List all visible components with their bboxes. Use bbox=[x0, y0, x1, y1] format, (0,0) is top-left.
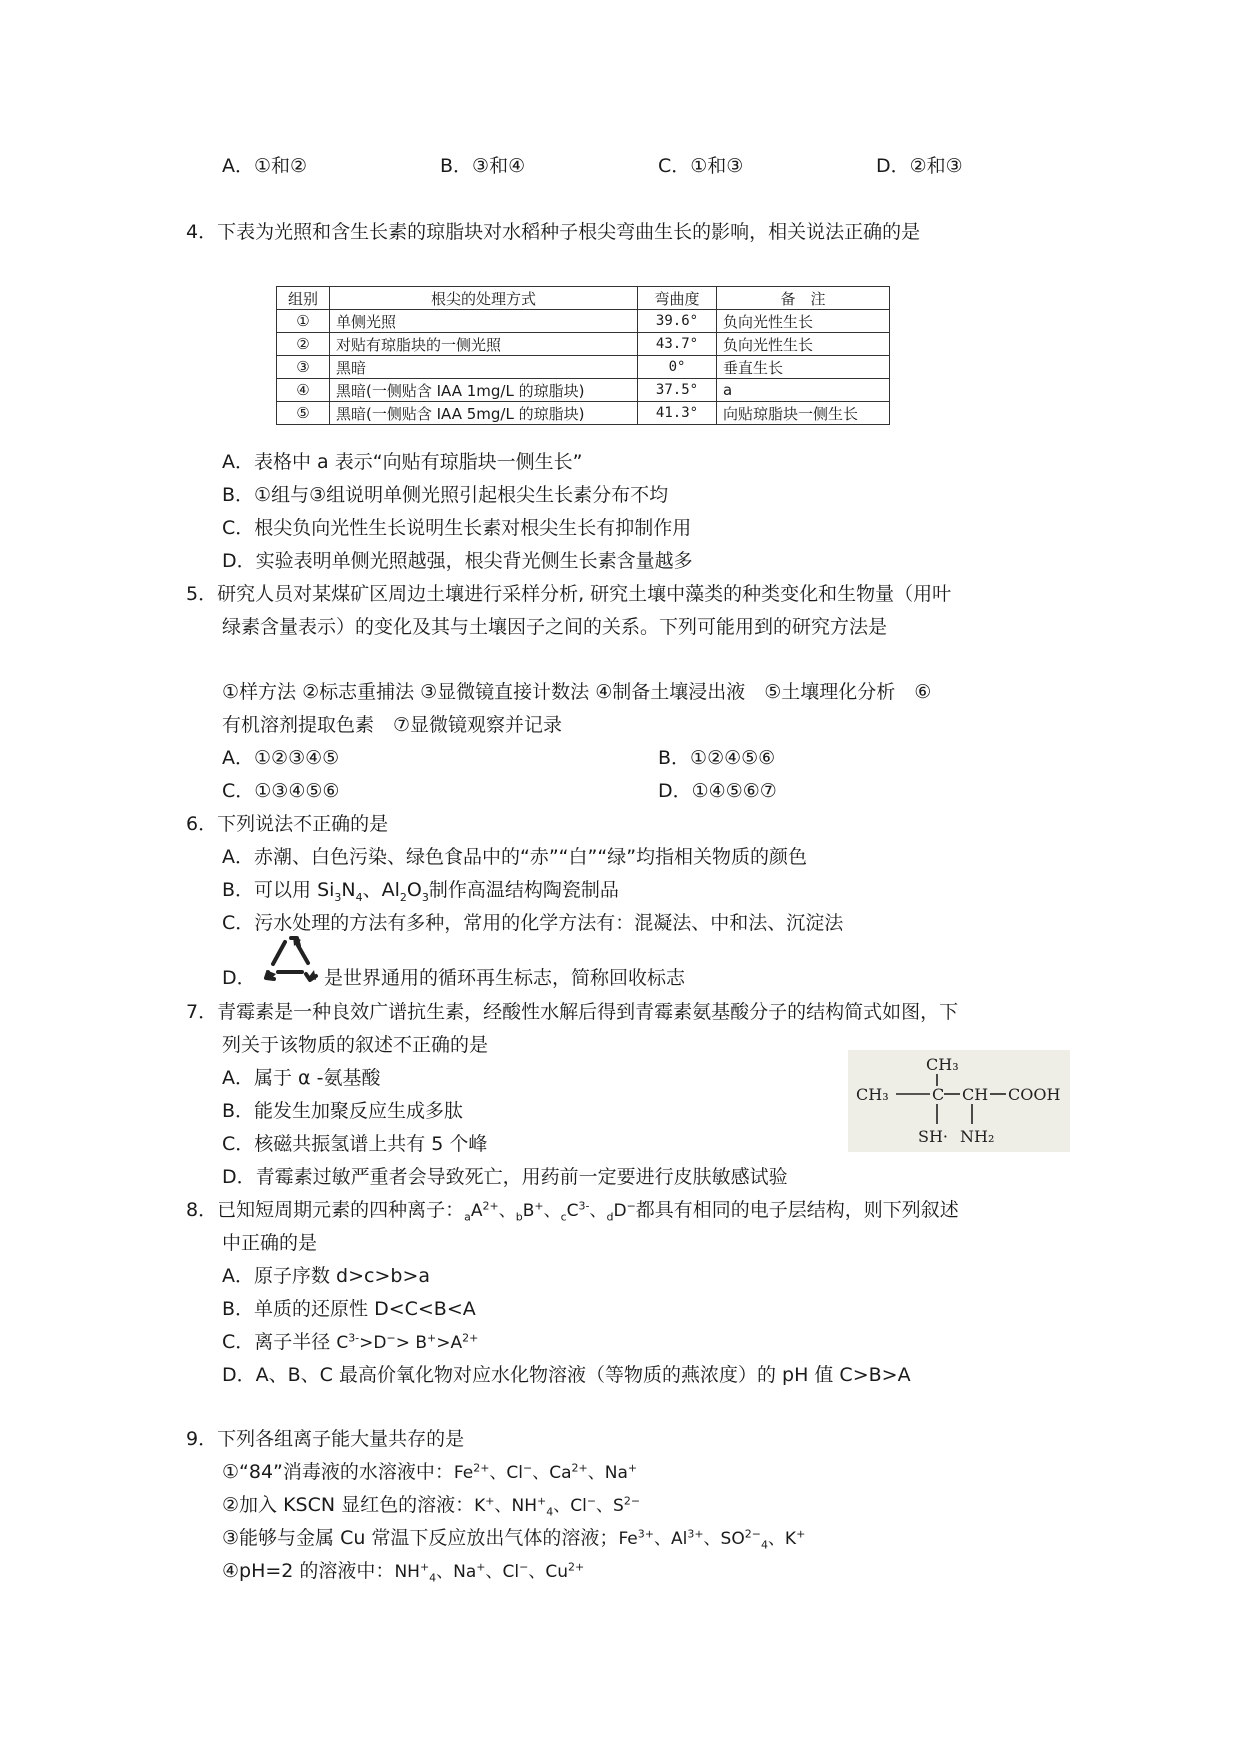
table-cell: ① bbox=[277, 310, 330, 333]
struct-label-sh: SH· bbox=[918, 1127, 948, 1146]
q8-option-c-ions: $C^{3-}>D^-> B^+>A^{2+}$ bbox=[336, 1331, 479, 1353]
table-row bbox=[277, 310, 890, 333]
table-cell: 向贴琼脂块一侧生长 bbox=[717, 402, 890, 425]
q7-option-d: D．青霉素过敏严重者会导致死亡，用药前一定要进行皮肤敏感试验 bbox=[222, 1166, 788, 1188]
q9-item-1-prefix: ①“84”消毒液的水溶液中： bbox=[222, 1461, 454, 1483]
q3-option-d: D．②和③ bbox=[876, 155, 963, 177]
q9-item-4-prefix: ④pH=2 的溶液中： bbox=[222, 1560, 395, 1582]
formula-si3n4: $Si_3N_4$、$Al_2O_3$ bbox=[317, 879, 429, 904]
q9-item-2-prefix: ②加入 KSCN 显红色的溶液： bbox=[222, 1494, 475, 1516]
q9-stem: 9．下列各组离子能大量共存的是 bbox=[186, 1428, 465, 1450]
table-cell: 黑暗(一侧贴含 IAA 5mg/L 的琼脂块) bbox=[330, 402, 638, 425]
q8-stem-suffix: 都具有相同的电子层结构，则下列叙述 bbox=[635, 1199, 959, 1221]
q6-option-a: A．赤潮、白色污染、绿色食品中的“赤”“白”“绿”均指相关物质的颜色 bbox=[222, 846, 808, 868]
q4-stem: 4．下表为光照和含生长素的琼脂块对水稻种子根尖弯曲生长的影响，相关说法正确的是 bbox=[186, 221, 921, 243]
q6-stem: 6．下列说法不正确的是 bbox=[186, 813, 389, 835]
table-cell: 黑暗(一侧贴含 IAA 1mg/L 的琼脂块) bbox=[330, 379, 638, 402]
struct-label-ch3-top: CH₃ bbox=[926, 1055, 959, 1074]
table-header: 弯曲度 bbox=[638, 287, 717, 310]
table-cell: 单侧光照 bbox=[330, 310, 638, 333]
struct-label-ch: CH bbox=[962, 1085, 989, 1104]
q5-stem-line2: 绿素含量表示）的变化及其与土壤因子之间的关系。下列可能用到的研究方法是 bbox=[222, 616, 888, 638]
table-cell: 对贴有琼脂块的一侧光照 bbox=[330, 333, 638, 356]
recycle-icon bbox=[258, 932, 324, 988]
q5-methods-line2: 有机溶剂提取色素 ⑦显微镜观察并记录 bbox=[222, 714, 563, 736]
table-cell: 37.5° bbox=[638, 379, 717, 402]
table-row bbox=[277, 356, 890, 379]
table-row bbox=[277, 333, 890, 356]
q5-option-a: A．①②③④⑤ bbox=[222, 747, 340, 769]
q9-item-1-ions: $Fe^{2+}$、Cl−、$Ca^{2+}$、Na+ bbox=[453, 1461, 638, 1483]
q6-option-b-prefix: B．可以用 bbox=[222, 879, 318, 901]
struct-label-ch3-left: CH₃ bbox=[856, 1085, 889, 1104]
table-cell: ④ bbox=[277, 379, 330, 402]
q3-option-a: A．①和② bbox=[222, 155, 308, 177]
table-header: 备 注 bbox=[717, 287, 890, 310]
q5-option-b: B．①②④⑤⑥ bbox=[658, 747, 776, 769]
struct-label-cooh: COOH bbox=[1008, 1085, 1061, 1104]
table-header: 组别 bbox=[277, 287, 330, 310]
q5-option-c: C．①③④⑤⑥ bbox=[222, 780, 340, 802]
table-header-row bbox=[277, 287, 890, 310]
q7-stem-line2: 列关于该物质的叙述不正确的是 bbox=[222, 1034, 489, 1056]
q8-stem-line2: 中正确的是 bbox=[222, 1232, 318, 1254]
q4-experiment-table bbox=[276, 286, 890, 425]
table-header: 根尖的处理方式 bbox=[330, 287, 638, 310]
table-cell: 43.7° bbox=[638, 333, 717, 356]
q8-option-a: A．原子序数 d>c>b>a bbox=[222, 1265, 431, 1287]
q7-option-c: C．核磁共振氢谱上共有 5 个峰 bbox=[222, 1133, 488, 1155]
table-cell: 0° bbox=[638, 356, 717, 379]
table-row bbox=[277, 379, 890, 402]
q4-option-d: D．实验表明单侧光照越强，根尖背光侧生长素含量越多 bbox=[222, 550, 693, 572]
table-cell: ② bbox=[277, 333, 330, 356]
q9-item-4 bbox=[222, 1559, 584, 1584]
table-cell: ③ bbox=[277, 356, 330, 379]
q9-item-3-ions: $Fe^{3+}$、$Al^{3+}$、$SO^{2-}_4$、K+ bbox=[618, 1527, 806, 1552]
q8-option-b: B．单质的还原性 D<C<B<A bbox=[222, 1298, 476, 1320]
q5-methods-line1: ①样方法 ②标志重捕法 ③显微镜直接计数法 ④制备土壤浸出液 ⑤土壤理化分析 ⑥ bbox=[222, 681, 932, 703]
table-cell: 39.6° bbox=[638, 310, 717, 333]
table-row bbox=[277, 402, 890, 425]
q4-option-b: B．①组与③组说明单侧光照引起根尖生长素分布不均 bbox=[222, 484, 669, 506]
table-cell: 垂直生长 bbox=[717, 356, 890, 379]
q9-item-3 bbox=[222, 1526, 805, 1551]
struct-label-c: C bbox=[932, 1085, 945, 1104]
struct-label-nh2: NH₂ bbox=[960, 1127, 995, 1146]
table-cell: 负向光性生长 bbox=[717, 310, 890, 333]
q7-option-a: A．属于 α -氨基酸 bbox=[222, 1067, 381, 1089]
table-cell: a bbox=[717, 379, 890, 402]
q6-option-c: C．污水处理的方法有多种，常用的化学方法有：混凝法、中和法、沉淀法 bbox=[222, 912, 844, 934]
q9-item-2-ions: K+、$NH^+_4$、Cl−、$S^{2-}$ bbox=[474, 1494, 641, 1519]
q9-item-3-prefix: ③能够与金属 Cu 常温下反应放出气体的溶液； bbox=[222, 1527, 619, 1549]
q8-option-d: D．A、B、C 最高价氧化物对应水化物溶液（等物质的燕浓度）的 pH 值 C>B>A bbox=[222, 1364, 911, 1386]
q8-stem bbox=[186, 1198, 959, 1223]
q5-stem-line1: 5．研究人员对某煤矿区周边土壤进行采样分析, 研究土壤中藻类的种类变化和生物量（用叶 bbox=[186, 583, 952, 605]
table-cell: 41.3° bbox=[638, 402, 717, 425]
q4-option-a: A．表格中 a 表示“向贴有琼脂块一侧生长” bbox=[222, 451, 583, 473]
q9-item-4-ions: $NH^+_4$、Na+、Cl−、$Cu^{2+}$ bbox=[394, 1560, 585, 1585]
q3-option-c: C．①和③ bbox=[658, 155, 744, 177]
q6-option-b-suffix: 制作高温结构陶瓷制品 bbox=[428, 879, 619, 901]
q6-option-b bbox=[222, 878, 619, 902]
q4-option-c: C．根尖负向光性生长说明生长素对根尖生长有抑制作用 bbox=[222, 517, 692, 539]
q8-ions: $_aA^{2+}$、$_b$B+、$_cC^{3-}$、$_d$D− bbox=[464, 1199, 636, 1224]
q3-option-b: B．③和④ bbox=[440, 155, 526, 177]
q6-option-d-suffix: 是世界通用的循环再生标志，简称回收标志 bbox=[324, 967, 686, 989]
q8-option-c-prefix: C．离子半径 bbox=[222, 1331, 337, 1353]
amino-acid-structure-image bbox=[848, 1050, 1070, 1152]
q6-option-d-prefix: D． bbox=[222, 967, 256, 989]
q8-option-c bbox=[222, 1330, 478, 1355]
table-cell: 负向光性生长 bbox=[717, 333, 890, 356]
q5-option-d: D．①④⑤⑥⑦ bbox=[658, 780, 777, 802]
q9-item-2 bbox=[222, 1493, 640, 1518]
table-cell: 黑暗 bbox=[330, 356, 638, 379]
q9-item-1 bbox=[222, 1460, 637, 1485]
q7-stem-line1: 7．青霉素是一种良效广谱抗生素，经酸性水解后得到青霉素氨基酸分子的结构简式如图，下 bbox=[186, 1001, 959, 1023]
q8-stem-prefix: 8．已知短周期元素的四种离子： bbox=[186, 1199, 465, 1221]
table-cell: ⑤ bbox=[277, 402, 330, 425]
q7-option-b: B．能发生加聚反应生成多肽 bbox=[222, 1100, 464, 1122]
